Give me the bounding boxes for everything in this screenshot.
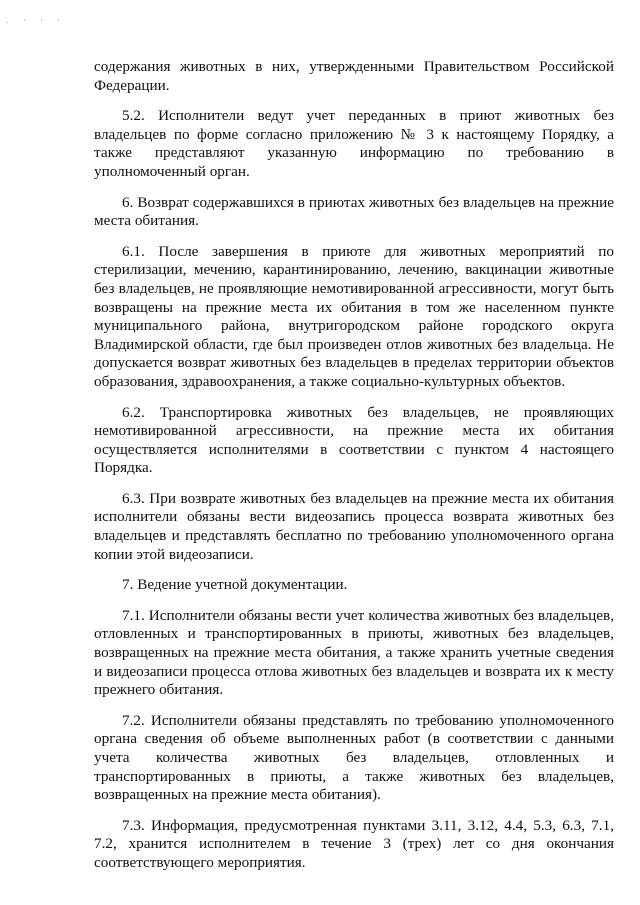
scan-marks: . · · · (6, 16, 66, 25)
paragraph-7-2: 7.2. Исполнители обязаны представлять по требованию уполномоченного органа сведения об объеме выполненных работ (в соответствии с данными учета количества животных без владельцев, отловленных и транспортированных в приюты, а также животных без владельцев, возвращенных на прежние места обитания). (94, 711, 614, 804)
paragraph-7-3: 7.3. Информация, предусмотренная пунктами 3.11, 3.12, 4.4, 5.3, 6.3, 7.1, 7.2, хранится исполнителем в течение 3 (трех) лет со дня окончания соответствующего мероприятия. (94, 816, 614, 871)
document-body (94, 58, 614, 885)
paragraph-6-1: 6.1. После завершения в приюте для животных мероприятий по стерилизации, мечению, карантинированию, лечению, вакцинации животные без владельцев, не проявляющие немотивированной агрессивности, могут быть возвращены на прежние места их обитания в том же населенном пункте муниципального района, внутригородском районе городского округа Владимирской области, где был произведен отлов животных без владельца. Не допускается возврат животных без владельцев в пределах территории объектов образования, здравоохранения, а также социально-культурных объектов. (94, 242, 614, 390)
paragraph-6-2: 6.2. Транспортировка животных без владельцев, не проявляющих немотивированной агрессивности, на прежние места их обитания осуществляется исполнителями в соответствии с пунктом 4 настоящего Порядка. (94, 403, 614, 477)
section-heading-6: 6. Возврат содержавшихся в приютах животных без владельцев на прежние места обитания. (94, 193, 614, 230)
paragraph-6-3: 6.3. При возврате животных без владельцев на прежние места их обитания исполнители обязаны вести видеозапись процесса возврата животных без владельцев и представлять бесплатно по требованию уполномоченного органа копии этой видеозаписи. (94, 489, 614, 563)
paragraph-7-1: 7.1. Исполнители обязаны вести учет количества животных без владельцев, отловленных и транспортированных в приюты, животных без владельцев, возвращенных на прежние места обитания, а также хранить учетные сведения и видеозаписи процесса отлова животных без владельцев и возврата их к месту прежнего обитания. (94, 606, 614, 699)
paragraph-continuation: содержания животных в них, утвержденными Правительством Российской Федерации. (94, 58, 614, 94)
section-heading-7: 7. Ведение учетной документации. (122, 576, 348, 594)
paragraph-5-2: 5.2. Исполнители ведут учет переданных в приют животных без владельцев по форме согласно приложению № 3 к настоящему Порядку, а также представляют указанную информацию по требованию в уполномоченный орган. (94, 107, 614, 180)
